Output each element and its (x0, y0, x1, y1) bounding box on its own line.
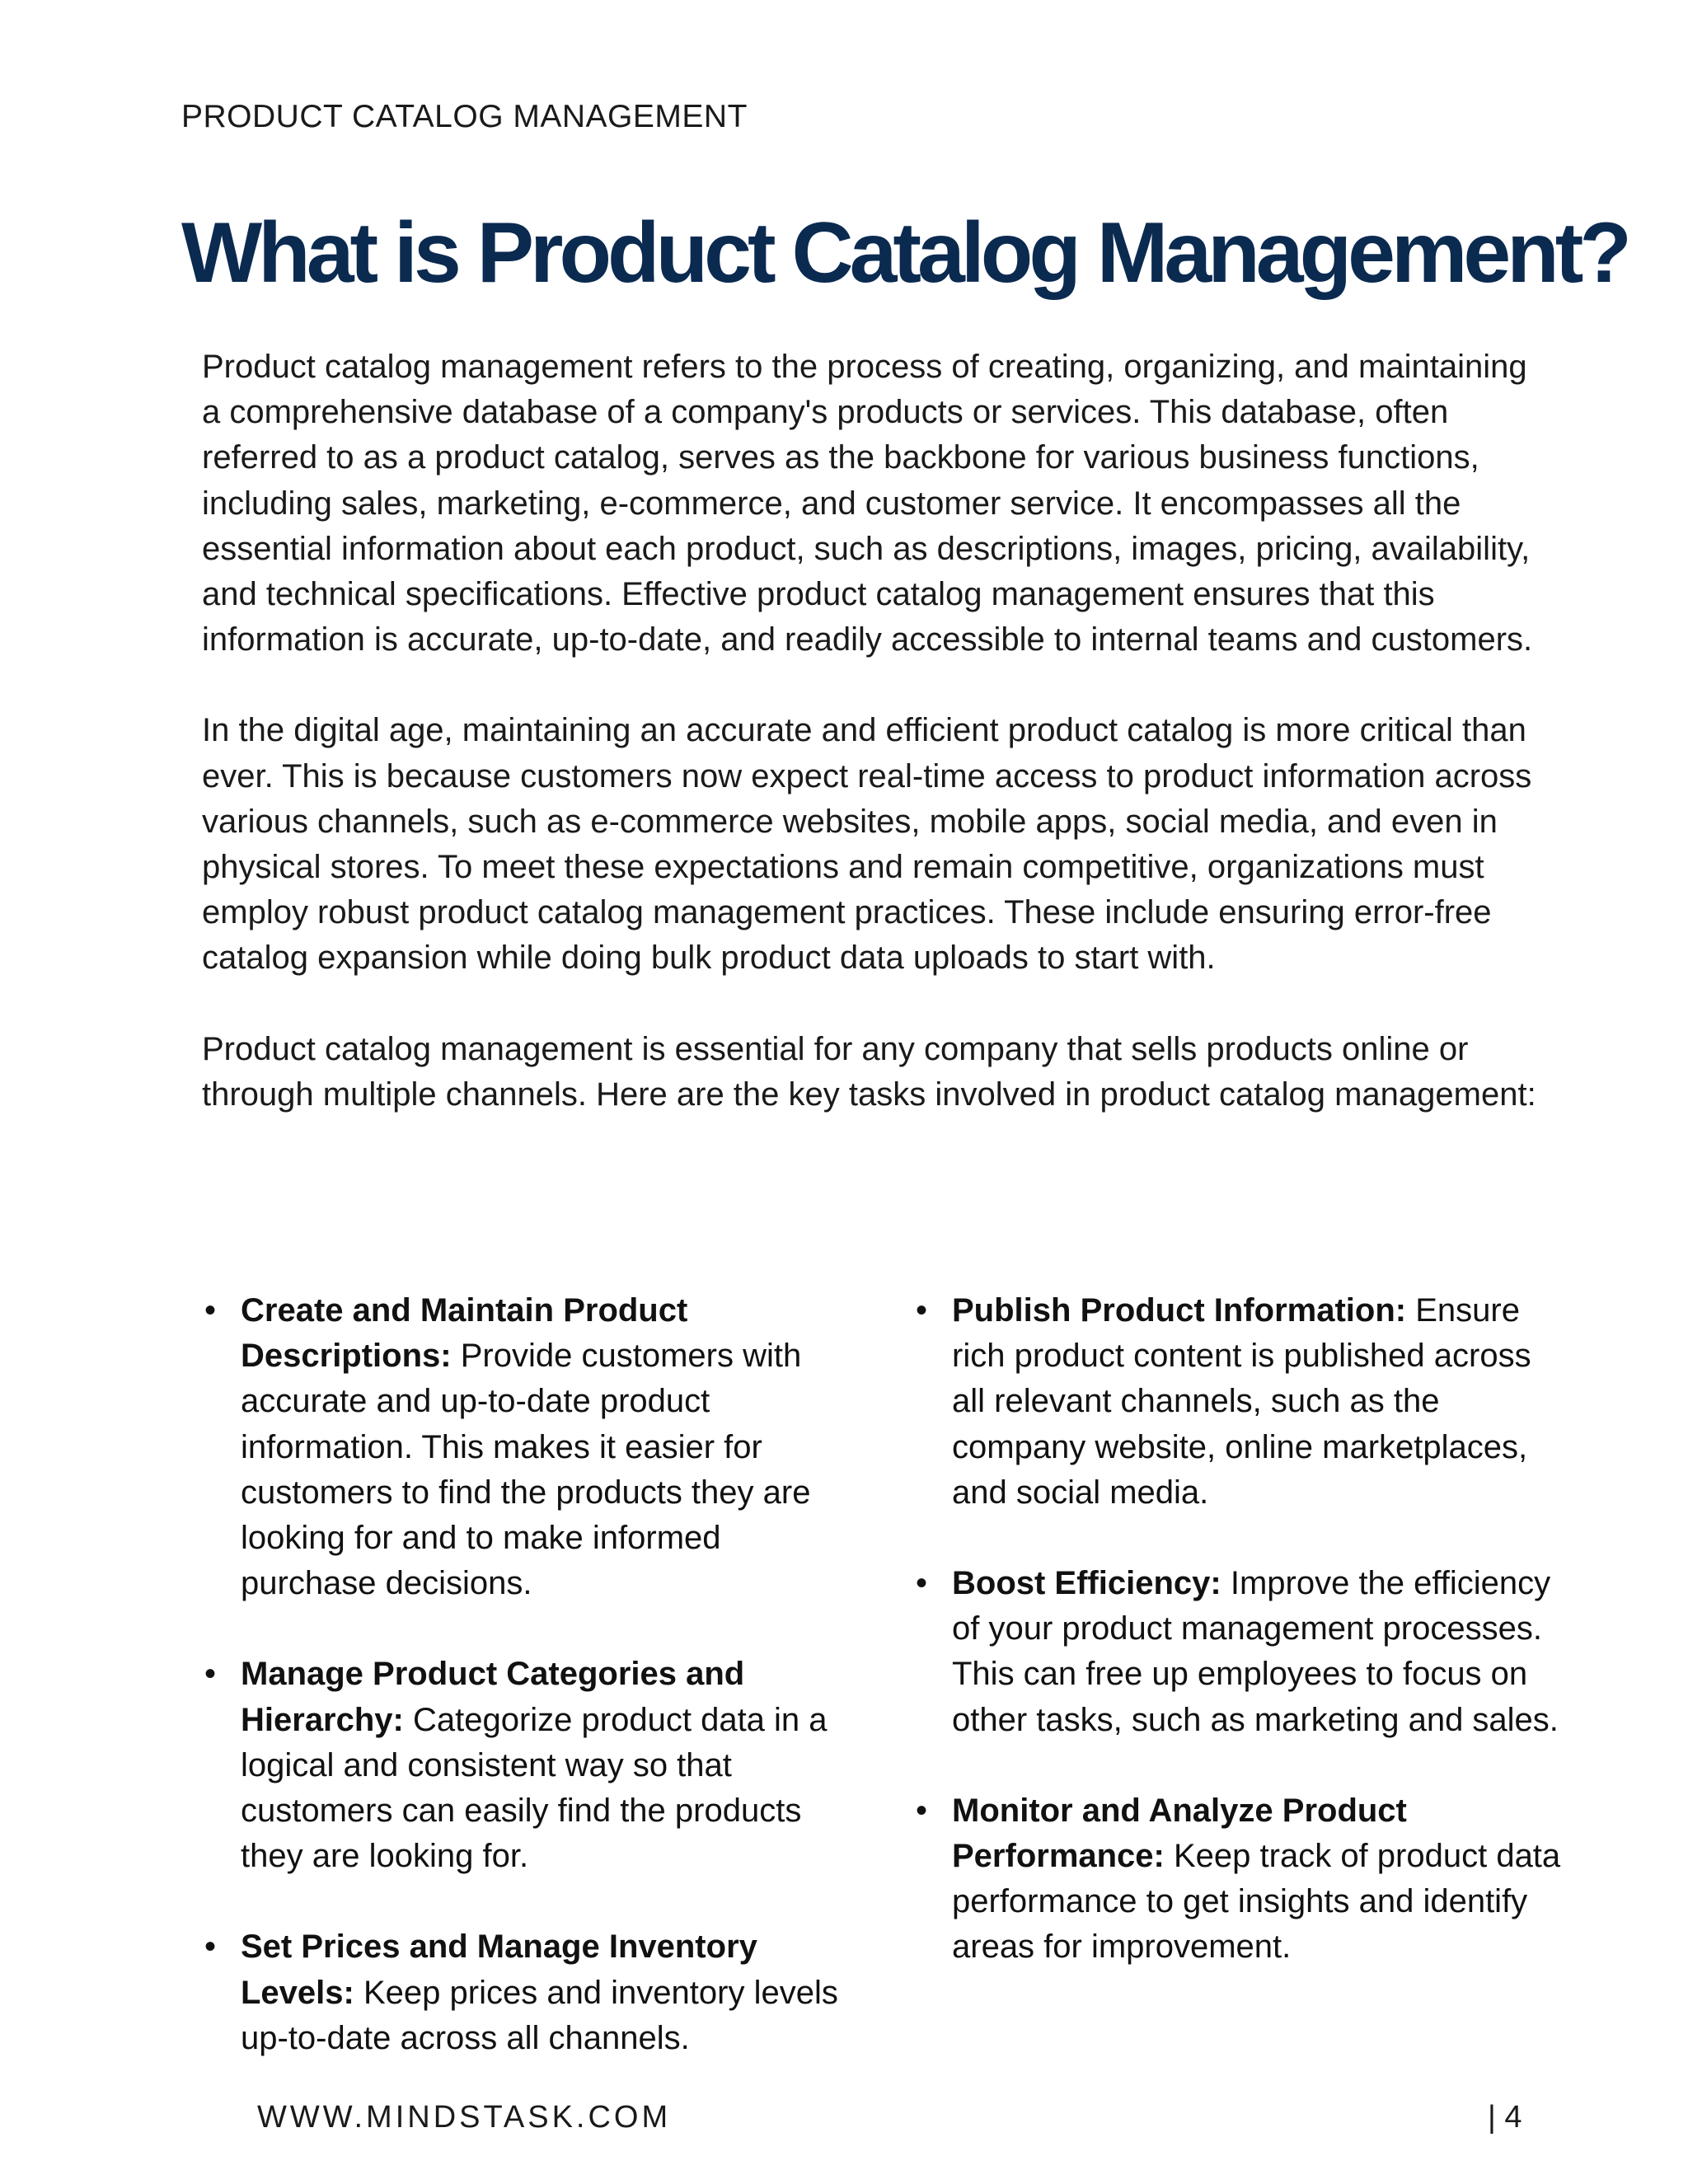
task-item (202, 1652, 861, 1879)
task-term: Monitor and Analyze Product Performance: (952, 1792, 1407, 1875)
bullet-icon: • (915, 1792, 927, 1829)
intro-paragraph: Product catalog management refers to the process of creating, organizing, and maintaining a comprehensive database of a company's products or services. This database, often referred to as a product catalog, serves as the backbone for various business functions, including sales, marketing, e-commerce, and customer service. It encompasses all the essential information about each product, such as descriptions, images, pricing, availability, and technical specifications. Effective product catalog management ensures that this information is accurate, up-to-date, and readily accessible to internal teams and customers. (202, 349, 1533, 658)
task-item (913, 1288, 1573, 1516)
intro-paragraph: In the digital age, maintaining an accurate and efficient product catalog is more critical than ever. This is because customers now expect real-time access to product information across various channels, such as e-commerce websites, mobile apps, social media, and even in physical stores. To meet these expectations and remain competitive, organizations must employ robust product catalog management practices. These include ensuring error-free catalog expansion while doing bulk product data uploads to start with. (202, 712, 1532, 977)
bullet-icon: • (204, 1929, 216, 1966)
page-number: | 4 (1488, 2100, 1522, 2135)
running-header: PRODUCT CATALOG MANAGEMENT (181, 99, 748, 134)
bullet-icon: • (204, 1292, 216, 1329)
page-title: What is Product Catalog Management? (181, 205, 1628, 301)
bullet-icon: • (915, 1292, 927, 1329)
task-item (913, 1561, 1573, 1743)
task-description: Categorize product data in a logical and consistent way so that customers can easily find the products they are looking for. (241, 1701, 828, 1875)
task-description: Keep track of product data performance to get insights and identify areas for improvement. (952, 1838, 1561, 1966)
intro-section (202, 344, 1554, 1163)
task-description: Keep prices and inventory levels up-to-date across all channels. (241, 1974, 838, 2056)
footer-website: WWW.MINDSTASK.COM (257, 2100, 672, 2135)
task-description: Improve the efficiency of your product management processes. This can free up employees to focus on other tasks, such as marketing and sales. (952, 1565, 1559, 1738)
intro-paragraph: Product catalog management is essential for any company that sells products online or through multiple channels. Here are the key tasks involved in product catalog management: (202, 1030, 1536, 1113)
task-term: Set Prices and Manage Inventory Levels: (241, 1929, 757, 2011)
task-description: Ensure rich product content is published across all relevant channels, such as the company website, online marketplaces, and social media. (952, 1292, 1531, 1511)
task-item (913, 1788, 1573, 1971)
task-item (202, 1924, 861, 2061)
task-term: Manage Product Categories and Hierarchy: (241, 1656, 745, 1738)
bullet-icon: • (204, 1656, 216, 1693)
task-term: Boost Efficiency: (952, 1565, 1221, 1602)
task-term: Create and Maintain Product Descriptions: (241, 1292, 688, 1375)
task-list-left (202, 1288, 861, 2107)
task-item (202, 1288, 861, 1606)
task-description: Provide customers with accurate and up-to-date product information. This makes it easier for customers to find the products they are looking for and to make informed purchase decisions. (241, 1338, 811, 1602)
task-term: Publish Product Information: (952, 1292, 1407, 1329)
bullet-icon: • (915, 1565, 927, 1602)
task-list-right (913, 1288, 1573, 2016)
